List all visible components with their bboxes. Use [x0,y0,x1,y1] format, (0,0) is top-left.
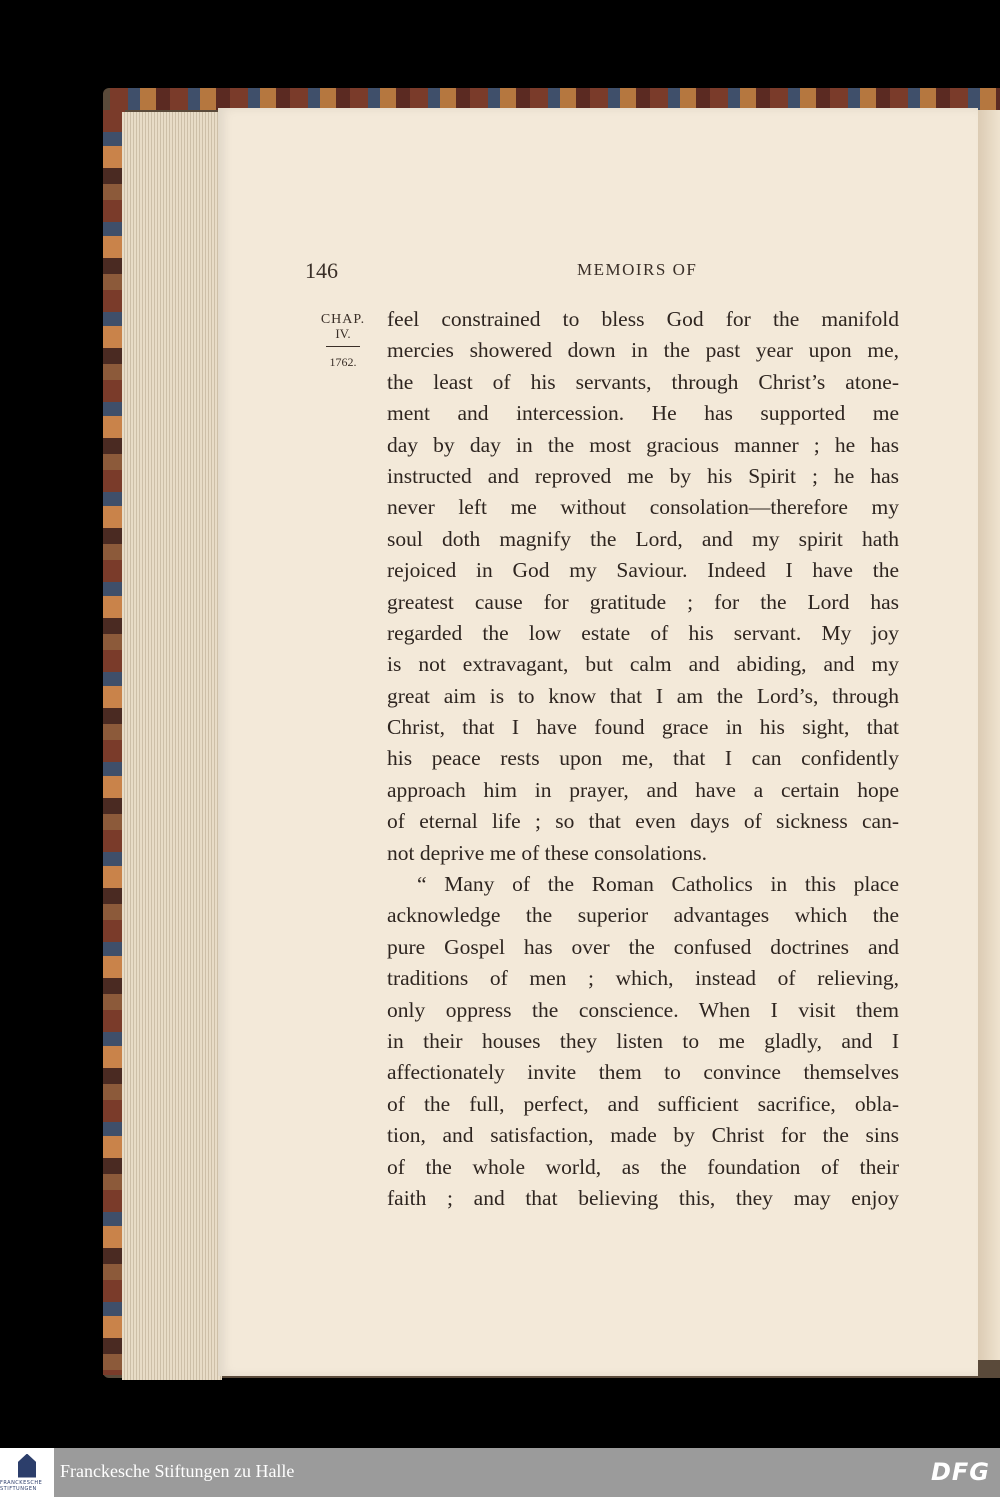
margin-year: 1762. [329,355,357,369]
margin-chap-number: IV. [335,326,351,341]
text-line: of eternal life ; so that even days of sickness can- [387,809,899,834]
building-icon [18,1454,36,1478]
text-line: of the whole world, as the foundation of their [387,1154,899,1179]
text-line: the least of his servants, through Christ’s atone- [387,369,899,394]
page-block-edges [122,112,222,1380]
page-header [305,258,905,288]
text-line: pure Gospel has over the confused doctrines and [387,934,899,959]
text-line: greatest cause for gratitude ; for the Lord has [387,589,899,614]
page-right-edge [975,110,1000,1360]
text-line: soul doth magnify the Lord, and my spirit hath [387,526,899,551]
text-line: approach him in prayer, and have a certain hope [387,777,899,802]
body-text [387,304,899,1214]
margin-chap: CHAP. [320,312,366,327]
institution-logo[interactable] [0,1448,54,1497]
text-line: in their houses they listen to me gladly, and I [387,1028,899,1053]
text-line: never left me without consolation—therefore my [387,495,899,520]
text-line: his peace rests upon me, that I can confidently [387,746,899,771]
text-line: instructed and reproved me by his Spirit ; he has [387,463,899,488]
dfg-logo[interactable]: DFG [930,1458,990,1486]
running-head: MEMOIRS OF [577,260,698,279]
text-line: mercies showered down in the past year upon me, [387,338,899,363]
text-line: traditions of men ; which, instead of relieving, [387,966,899,991]
page-number: 146 [305,258,338,283]
text-line: day by day in the most gracious manner ; he has [387,432,899,457]
text-line: of the full, perfect, and sufficient sacrifice, obla- [387,1091,899,1116]
text-line: acknowledge the superior advantages which the [387,903,899,928]
marbled-edge-top [110,88,1000,110]
text-line: not deprive me of these consolations. [387,840,708,865]
text-line: rejoiced in God my Saviour. Indeed I have the [387,558,899,583]
margin-note [313,312,373,370]
margin-rule [326,346,360,347]
text-line: great aim is to know that I am the Lord’s, through [387,683,899,708]
viewer-footer [0,1448,1000,1497]
text-line: Christ, that I have found grace in his sight, that [387,715,899,740]
text-line: feel constrained to bless God for the manifold [387,307,899,331]
text-line: only oppress the conscience. When I visit them [387,997,899,1022]
text-line: regarded the low estate of his servant. My joy [387,620,899,645]
text-line: tion, and satisfaction, made by Christ for the sins [387,1123,899,1148]
text-line: “ Many of the Roman Catholics in this place [417,872,899,897]
logo-caption: FRANCKESCHE STIFTUNGEN [0,1479,43,1492]
institution-name[interactable]: Franckesche Stiftungen zu Halle [60,1461,295,1481]
text-line: is not extravagant, but calm and abiding, and my [387,652,899,677]
text-line: ment and intercession. He has supported me [387,401,899,426]
text-line: faith ; and that believing this, they may enjoy [387,1185,899,1210]
text-line: affectionately invite them to convince themselves [387,1060,899,1085]
